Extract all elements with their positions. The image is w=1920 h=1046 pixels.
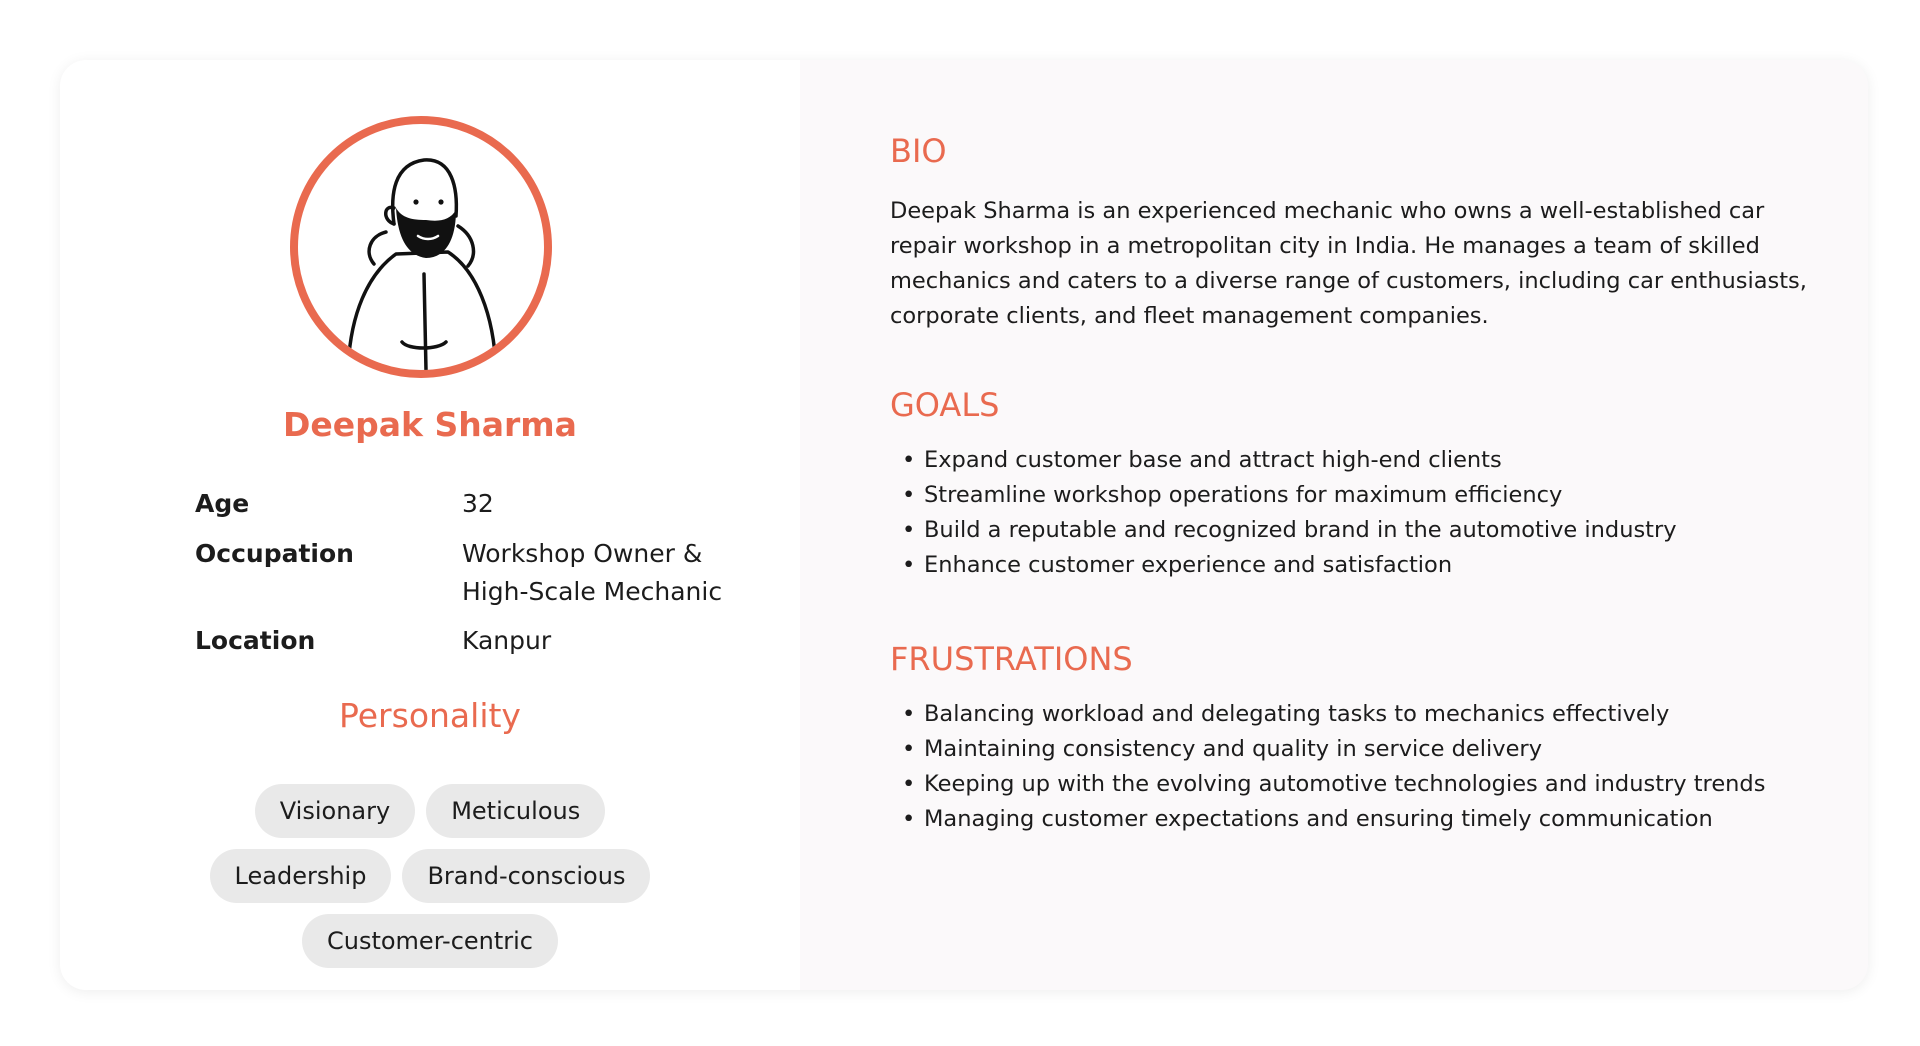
occupation-label: Occupation [195, 539, 354, 568]
bio-title: BIO [890, 132, 947, 170]
list-item: • Keeping up with the evolving automotive technologies and industry trends [890, 767, 1765, 802]
occupation-value-line2: High-Scale Mechanic [462, 577, 723, 606]
personality-tag: Customer-centric [302, 914, 558, 968]
list-item: • Enhance customer experience and satisfaction [890, 548, 1677, 583]
personality-tag: Brand-conscious [402, 849, 650, 903]
occupation-value [462, 535, 722, 611]
list-item: • Expand customer base and attract high-end clients [890, 443, 1677, 478]
persona-card [60, 60, 1868, 990]
bearded-man-hoodie-icon [298, 124, 544, 370]
occupation-value-line1: Workshop Owner & [462, 539, 703, 568]
personality-tag: Visionary [255, 784, 415, 838]
bio-text: Deepak Sharma is an experienced mechanic who owns a well-established car repair workshop in a metropolitan city in India. He manages a team of skilled mechanics and caters to a diverse range of customers, including car enthusiasts, corporate clients, and fleet management companies. [890, 198, 1807, 329]
frustrations-title: FRUSTRATIONS [890, 640, 1133, 678]
personality-tag: Leadership [210, 849, 392, 903]
list-item: • Streamline workshop operations for maximum efficiency [890, 478, 1677, 513]
personality-tags [195, 784, 665, 968]
profile-panel [60, 60, 800, 990]
goals-title: GOALS [890, 386, 1000, 424]
age-value: 32 [462, 489, 494, 518]
personality-tag: Meticulous [426, 784, 605, 838]
location-value: Kanpur [462, 626, 552, 655]
goals-list [890, 443, 1677, 583]
list-item: • Maintaining consistency and quality in service delivery [890, 732, 1765, 767]
frustrations-list [890, 697, 1765, 837]
age-label: Age [195, 489, 250, 518]
list-item: • Managing customer expectations and ensuring timely communication [890, 802, 1765, 837]
location-label: Location [195, 626, 316, 655]
list-item: • Build a reputable and recognized brand in the automotive industry [890, 513, 1677, 548]
list-item: • Balancing workload and delegating tasks to mechanics effectively [890, 697, 1765, 732]
personality-title: Personality [339, 696, 521, 735]
persona-name: Deepak Sharma [283, 405, 577, 444]
avatar [290, 116, 552, 378]
